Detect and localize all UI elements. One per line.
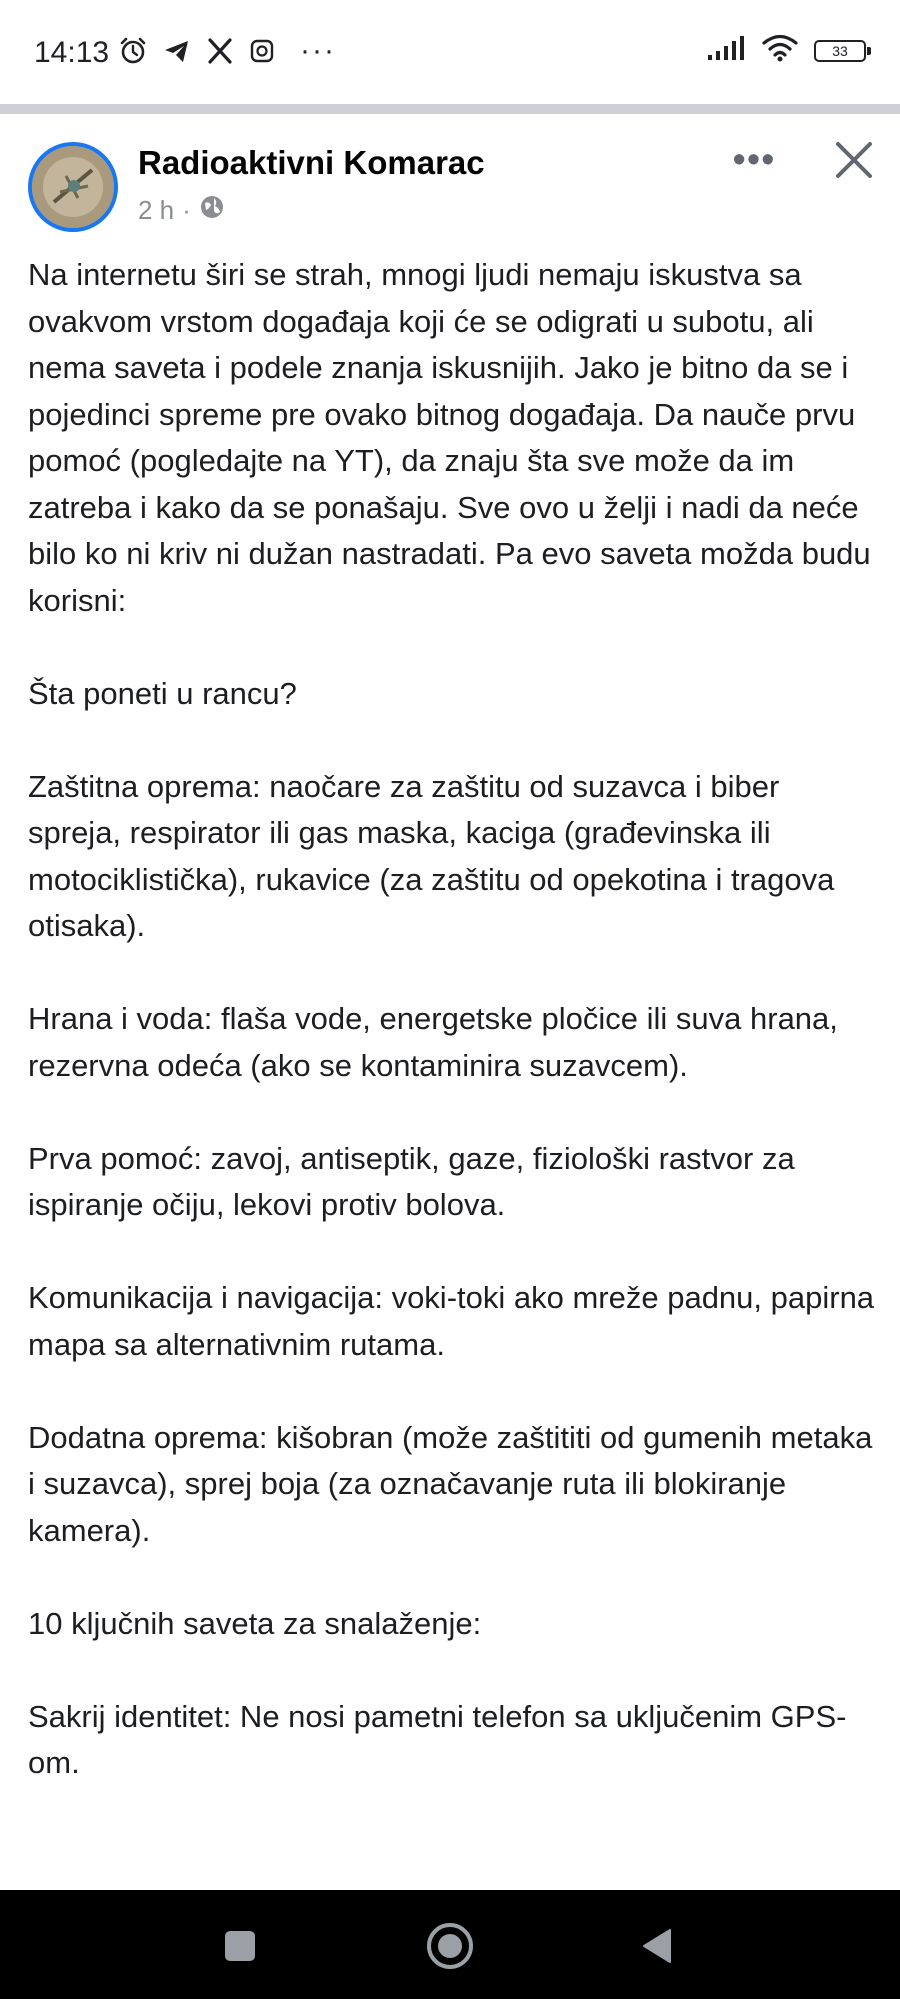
avatar[interactable]	[28, 142, 118, 232]
post-paragraph: Na internetu širi se strah, mnogi ljudi nemaju iskustva sa ovakvom vrstom događaja koji će se odigrati u subotu, ali nema saveta i podele znanja iskusnijih. Jako je bitno da se i pojedinci spreme pre ovako bitnog događaja. Da nauče prvu pomoć (pogledajte na YT), da znaju šta sve može da im zatreba i kako da se ponašaju. Sve ovo u želji i nadi da neće bilo ko ni kriv ni dužan nastradati. Pa evo saveta možda budu korisni:	[28, 257, 871, 618]
status-time: 14:13	[34, 36, 110, 69]
post-paragraph: Prva pomoć: zavoj, antiseptik, gaze, fiziološki rastvor za ispiranje očiju, lekovi protiv bolova.	[28, 1140, 795, 1222]
post-paragraph: Dodatna oprema: kišobran (može zaštititi od gumenih metaka i suzavca), sprej boja (za označavanje ruta ili blokiranje kamera).	[28, 1419, 873, 1548]
instagram-icon	[248, 37, 276, 65]
post-paragraph: Zaštitna oprema: naočare za zaštitu od suzavca i biber spreja, respirator ili gas maska, kaciga (građevinska ili motociklistička), rukavice (za zaštitu od opekotina i tragova otisaka).	[28, 768, 835, 943]
status-system-icons	[706, 34, 866, 67]
recents-button[interactable]	[212, 1918, 268, 1974]
status-more-indicator: ···	[300, 34, 336, 67]
system-navigation-bar	[0, 1890, 900, 1999]
alarm-icon	[118, 36, 148, 66]
battery-level: 33	[832, 42, 848, 59]
post-paragraph: Sakrij identitet: Ne nosi pametni telefon sa uključenim GPS-om.	[28, 1698, 847, 1780]
telegram-icon	[162, 36, 192, 66]
home-button[interactable]	[422, 1918, 478, 1974]
recents-icon	[222, 1928, 258, 1964]
signal-icon	[706, 35, 746, 66]
post-paragraph: Hrana i voda: flaša vode, energetske pločice ili suva hrana, rezervna odeća (ako se kontaminira suzavcem).	[28, 1001, 838, 1083]
post-options-button[interactable]: •••	[732, 138, 776, 181]
back-button[interactable]	[630, 1918, 686, 1974]
post-meta	[138, 194, 225, 227]
status-bar	[0, 0, 900, 104]
post-paragraph: Šta poneti u rancu?	[28, 675, 297, 711]
meta-separator: ·	[182, 195, 191, 225]
top-divider	[0, 104, 900, 114]
close-icon	[832, 138, 876, 182]
wifi-icon	[762, 34, 798, 67]
home-icon	[424, 1920, 476, 1972]
globe-icon	[199, 194, 225, 227]
post-author-name[interactable]: Radioaktivni Komarac	[138, 144, 485, 181]
post-paragraph: 10 ključnih saveta za snalaženje:	[28, 1605, 482, 1641]
battery-icon	[814, 40, 866, 62]
post-time[interactable]: 2 h	[138, 195, 175, 225]
avatar-image	[32, 146, 114, 228]
post-paragraph: Komunikacija i navigacija: voki-toki ako mreže padnu, papirna mapa sa alternativnim rutama.	[28, 1280, 875, 1362]
status-notification-icons	[118, 36, 336, 66]
post-text	[28, 252, 878, 1833]
x-icon	[206, 37, 234, 65]
back-icon	[638, 1926, 678, 1966]
close-button[interactable]	[832, 138, 876, 182]
